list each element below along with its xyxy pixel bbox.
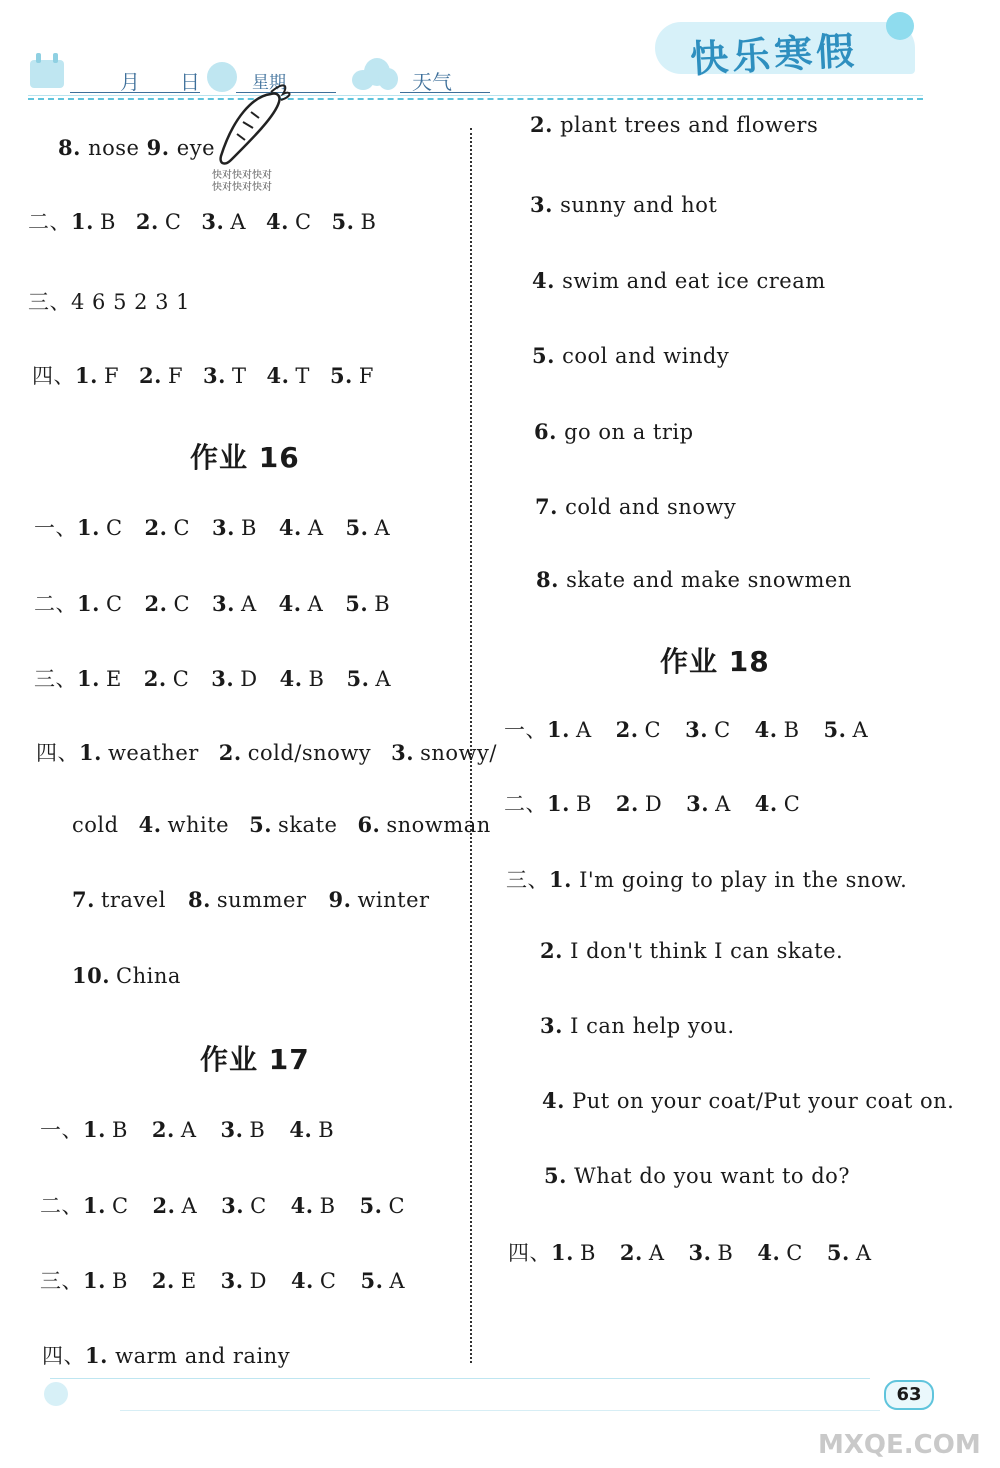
answer-line	[28, 206, 376, 236]
section-marker: 二、	[34, 592, 77, 616]
month-label: 月	[120, 70, 140, 94]
answer-item: 2. A	[619, 1240, 665, 1265]
answer-item: 1. B	[83, 1117, 128, 1142]
section-marker: 一、	[504, 718, 547, 742]
sparkle-icon	[44, 1382, 68, 1406]
answer-item: 5. skate	[249, 812, 338, 837]
answer-item: 1. B	[551, 1240, 596, 1265]
answer-item: 1. B	[547, 791, 592, 816]
answer-item: 1. B	[71, 209, 116, 234]
section-marker: 一、	[34, 516, 77, 540]
answer-item: 5. B	[331, 209, 377, 234]
answer-item: 2. A	[151, 1117, 197, 1142]
answer-line	[72, 887, 430, 912]
answer-item: 5. A	[345, 515, 391, 540]
answer-item: 3. T	[203, 363, 247, 388]
page-header	[0, 0, 1000, 110]
answer-item: 4. C	[754, 791, 801, 816]
answer-item: 4. A	[278, 591, 324, 616]
answer-item: 6. snowman	[357, 812, 491, 837]
answer-item: 3. A	[686, 791, 731, 816]
answer-line: 三、4 6 5 2 3 1	[28, 290, 191, 314]
answer-item: 2. C	[135, 209, 182, 234]
answer-item: 4. A	[278, 515, 324, 540]
section-heading: 作业 16	[190, 441, 300, 474]
carrot-caption-line: 快对快对快对	[212, 182, 272, 193]
answer-item: 2. C	[144, 591, 191, 616]
section-marker: 二、	[504, 792, 547, 816]
answer-line	[36, 737, 497, 767]
answer-line: 7. cold and snowy	[535, 494, 737, 519]
section-marker: 二、	[28, 210, 71, 234]
answer-line: 5. cool and windy	[532, 343, 730, 368]
answer-line: 3. sunny and hot	[530, 192, 718, 217]
answer-item: 1. C	[77, 591, 123, 616]
answer-item: 9. winter	[328, 887, 430, 912]
header-rule	[28, 95, 923, 96]
answer-item: 1. C	[83, 1193, 129, 1218]
section-marker: 三、	[40, 1269, 83, 1293]
weekday-label: 星期	[252, 73, 286, 93]
answer-item: 3. B	[212, 515, 257, 540]
answer-item: 4. B	[279, 666, 325, 691]
answer-item: 1. F	[75, 363, 120, 388]
section-heading: 作业 17	[200, 1043, 310, 1076]
bubble-icon	[886, 12, 914, 40]
cloud-icon	[352, 58, 398, 90]
section-marker: 四、	[32, 364, 75, 388]
answer-item: 2. C	[144, 515, 191, 540]
section-marker: 四、	[36, 741, 79, 765]
answer-item: 4. C	[290, 1268, 337, 1293]
answer-item: 3. C	[221, 1193, 267, 1218]
answer-item: 2. C	[615, 717, 662, 742]
answer-line	[34, 663, 391, 693]
answer-item: 4. T	[266, 363, 310, 388]
answer-item: 4. C	[266, 209, 312, 234]
answer-line: 6. go on a trip	[534, 419, 694, 444]
answer-line	[40, 1265, 405, 1295]
answer-item: 1. E	[77, 666, 122, 691]
answer-item: 5. F	[329, 363, 374, 388]
carrot-caption-line: 快对快对快对	[212, 170, 272, 181]
answer-item: 1. C	[77, 515, 123, 540]
answer-line	[508, 1237, 871, 1267]
answer-item: 3. D	[211, 666, 258, 691]
carrot-icon	[213, 78, 293, 170]
answer-line: 四、1. warm and rainy	[42, 1343, 291, 1368]
answer-item: 3. B	[688, 1240, 734, 1265]
answer-line: 8. nose 9. eye	[58, 135, 216, 160]
answer-line: 5. What do you want to do?	[544, 1163, 851, 1188]
calendar-icon	[30, 60, 64, 88]
day-label: 日	[180, 70, 200, 94]
answer-item: 4. B	[289, 1117, 335, 1142]
answer-line	[72, 812, 491, 837]
answer-line	[40, 1114, 334, 1144]
answer-item: 4. B	[290, 1193, 336, 1218]
carrot-caption	[212, 170, 272, 194]
answer-item: 2. C	[143, 666, 190, 691]
answer-item: 1. weather	[79, 740, 199, 765]
answer-item: 1. B	[83, 1268, 128, 1293]
section-heading: 作业 18	[660, 645, 770, 678]
answer-line: 2. I don't think I can skate.	[540, 938, 844, 963]
answer-line	[72, 963, 181, 988]
answer-item: 5. A	[826, 1240, 872, 1265]
answer-item: 4. C	[757, 1240, 803, 1265]
brand-title: 快乐寒假	[689, 28, 860, 82]
answer-line: 8. skate and make snowmen	[536, 567, 852, 592]
answer-line: 2. plant trees and flowers	[530, 112, 819, 137]
answer-line	[34, 512, 390, 542]
answer-item: 2. E	[151, 1268, 197, 1293]
answer-text: cold	[72, 813, 119, 837]
answer-line	[40, 1190, 405, 1220]
answer-item: 3. B	[220, 1117, 266, 1142]
answer-item: 3. A	[201, 209, 246, 234]
weather-underline	[400, 92, 490, 93]
answer-line: 三、1. I'm going to play in the snow.	[506, 867, 908, 892]
answer-item: 4. B	[754, 717, 800, 742]
footer-rule	[50, 1378, 870, 1379]
section-marker: 一、	[40, 1118, 83, 1142]
answer-item: 7. travel	[72, 887, 166, 912]
header-dashed-rule	[28, 98, 923, 100]
answer-item: 3. D	[220, 1268, 267, 1293]
answer-line: 3. I can help you.	[540, 1013, 735, 1038]
answer-item: 5. A	[346, 666, 392, 691]
answer-item: 2. A	[152, 1193, 198, 1218]
answer-line	[504, 714, 868, 744]
answer-line: 4. Put on your coat/Put your coat on.	[542, 1088, 955, 1113]
answer-item: 10. China	[72, 963, 181, 988]
answer-item: 3. snowy/	[391, 740, 497, 765]
section-marker: 三、	[34, 667, 77, 691]
watermark: MXQE.COM	[818, 1430, 981, 1460]
answer-item: 2. D	[615, 791, 663, 816]
answer-line	[34, 588, 390, 618]
answer-item: 5. C	[359, 1193, 406, 1218]
answer-item: 3. C	[685, 717, 731, 742]
section-marker: 四、	[508, 1241, 551, 1265]
answer-item: 5. A	[360, 1268, 406, 1293]
answer-line: 4. swim and eat ice cream	[532, 268, 826, 293]
answer-item: 5. A	[823, 717, 869, 742]
answer-line	[32, 360, 374, 390]
answer-item: 1. A	[547, 717, 592, 742]
answer-line	[504, 788, 800, 818]
footer-rule	[120, 1410, 880, 1411]
answer-item: 4. white	[138, 812, 230, 837]
page-number: 63	[884, 1380, 934, 1410]
answer-item: 2. cold/snowy	[218, 740, 372, 765]
weather-label: 天气	[412, 70, 452, 94]
answer-item: 2. F	[139, 363, 184, 388]
answer-item: 3. A	[212, 591, 257, 616]
answer-item: 5. B	[345, 591, 391, 616]
section-marker: 二、	[40, 1194, 83, 1218]
answer-item: 8. summer	[187, 887, 307, 912]
